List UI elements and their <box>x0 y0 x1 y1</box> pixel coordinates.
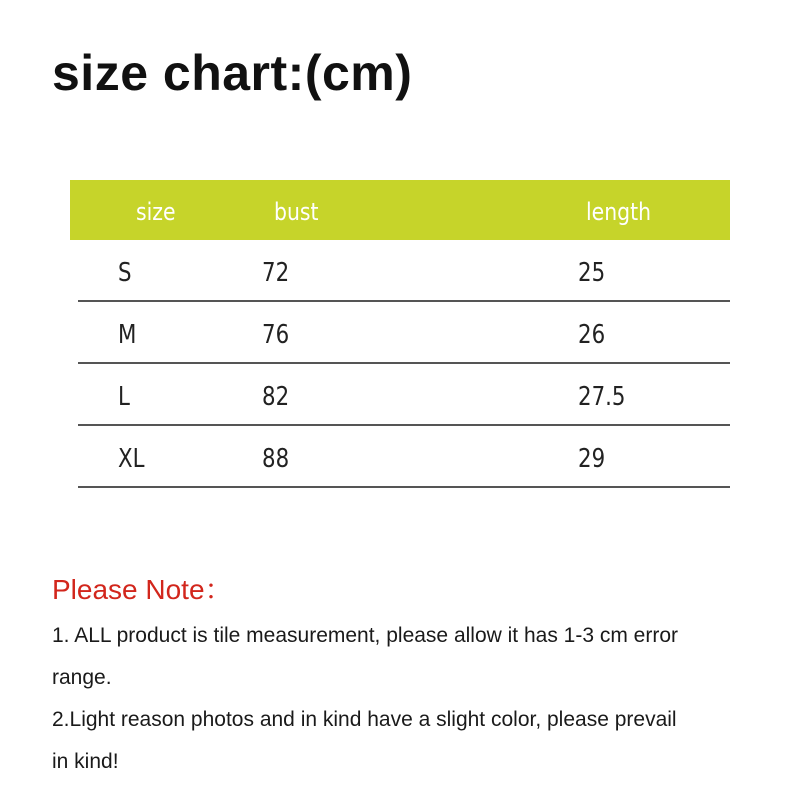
note-line: in kind! <box>52 750 119 773</box>
cell-length: 29 <box>578 444 606 474</box>
table-row <box>78 302 730 364</box>
note-line: 2.Light reason photos and in kind have a slight color, please prevail <box>52 708 677 731</box>
table-row <box>78 364 730 426</box>
cell-bust: 88 <box>262 444 290 474</box>
cell-size: M <box>118 320 137 350</box>
note-line: range. <box>52 666 112 689</box>
cell-bust: 76 <box>262 320 290 350</box>
cell-length: 27.5 <box>578 382 626 412</box>
cell-size: XL <box>118 444 145 474</box>
cell-size: L <box>118 382 130 412</box>
header-length: length <box>586 198 652 226</box>
table-header-row <box>70 180 730 240</box>
note-line: 1. ALL product is tile measurement, please allow it has 1-3 cm error <box>52 624 679 647</box>
cell-size: S <box>118 258 132 288</box>
header-bust: bust <box>274 198 319 226</box>
cell-length: 26 <box>578 320 606 350</box>
cell-bust: 72 <box>262 258 290 288</box>
table-row <box>78 426 730 488</box>
cell-bust: 82 <box>262 382 290 412</box>
table-row <box>78 240 730 302</box>
note-title: Please Note： <box>52 574 233 605</box>
header-size: size <box>136 198 176 226</box>
cell-length: 25 <box>578 258 606 288</box>
page-title: size chart:(cm) <box>52 45 413 101</box>
size-chart-table <box>70 180 730 488</box>
